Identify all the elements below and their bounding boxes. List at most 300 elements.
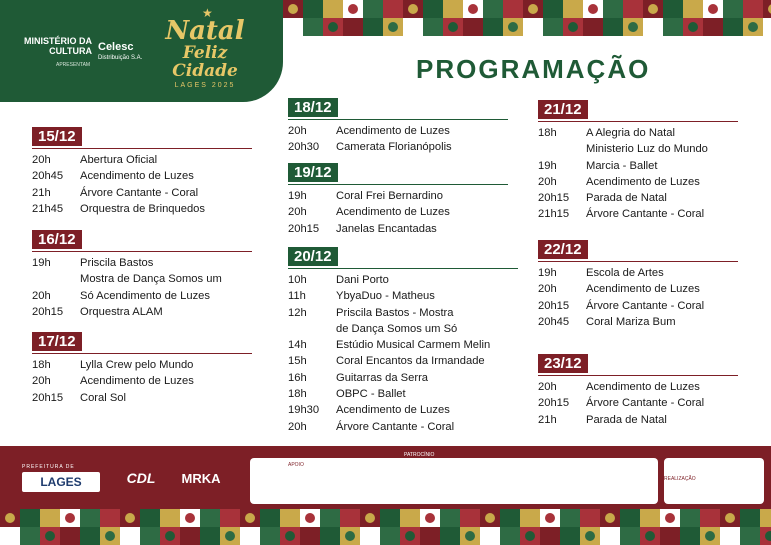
event-name: Acendimento de Luzes: [336, 206, 450, 219]
event-name: Abertura Oficial: [80, 154, 158, 166]
pattern-tile: [460, 509, 480, 527]
pattern-tile: [0, 527, 20, 545]
day-date-header: 21/12: [538, 100, 588, 119]
pattern-tile: [380, 527, 400, 545]
apoio-label: APOIO: [288, 462, 304, 468]
event-name: Parada de Natal: [586, 413, 667, 426]
pattern-tile: [260, 509, 280, 527]
pattern-tile: [503, 0, 523, 18]
event-time: 11h: [288, 290, 306, 303]
pattern-tile: [603, 18, 623, 36]
pattern-tile: [403, 18, 423, 36]
pattern-tile: [200, 509, 220, 527]
day-divider: [538, 261, 738, 262]
event-row: [538, 265, 738, 281]
pattern-ornament-icon: [365, 513, 375, 523]
pattern-tile: [640, 509, 660, 527]
day-divider: [32, 251, 252, 252]
pattern-tile: [80, 509, 100, 527]
event-row: [288, 188, 508, 204]
pattern-tile: [220, 509, 240, 527]
event-name: Janelas Encantadas: [336, 222, 437, 235]
pattern-tile: [600, 509, 620, 527]
pattern-tile: [663, 18, 683, 36]
pattern-tile: [603, 0, 623, 18]
pattern-tile: [523, 18, 543, 36]
pattern-tile: [220, 527, 240, 545]
event-time: 21h: [538, 413, 557, 426]
pattern-tile: [503, 18, 523, 36]
event-time: 20h30: [288, 141, 320, 154]
patrocinio-label: PATROCÍNIO: [404, 452, 435, 458]
event-name: Lylla Crew pelo Mundo: [80, 359, 194, 371]
pattern-ornament-icon: [125, 513, 135, 523]
prefeitura-lages-logo: LAGES: [22, 472, 100, 492]
event-time: 16h: [288, 371, 307, 384]
day-divider: [538, 121, 738, 122]
pattern-tile: [300, 527, 320, 545]
event-row: [288, 305, 518, 321]
event-row: [32, 357, 252, 373]
event-name: Dani Porto: [336, 274, 389, 286]
event-row: [32, 201, 252, 217]
event-time: 19h: [538, 267, 557, 279]
event-name: Escola de Artes: [586, 267, 664, 279]
event-row: [288, 402, 518, 418]
pattern-tile: [400, 509, 420, 527]
event-name: Acendimento de Luzes: [80, 375, 194, 388]
day-divider: [288, 119, 508, 120]
event-row: [288, 123, 508, 139]
pattern-ornament-icon: [705, 531, 715, 541]
pattern-tile: [180, 527, 200, 545]
pattern-tile: [240, 527, 260, 545]
event-name: Árvore Cantante - Coral: [586, 299, 705, 312]
pattern-ornament-icon: [425, 513, 435, 523]
pattern-ornament-icon: [405, 531, 415, 541]
event-time: 21h: [32, 186, 51, 199]
pattern-tile: [520, 527, 540, 545]
event-row: [288, 370, 518, 386]
pattern-tile: [760, 527, 771, 545]
event-time: 20h15: [538, 299, 570, 312]
pattern-ornament-icon: [665, 513, 675, 523]
event-row: [32, 168, 252, 184]
pattern-tile: [363, 18, 383, 36]
event-time: 20h15: [538, 397, 570, 410]
day-block: [288, 163, 508, 237]
event-time: 15h: [288, 355, 307, 368]
event-time: 12h: [288, 306, 307, 319]
event-time: 19h: [538, 159, 557, 172]
pattern-tile: [440, 527, 460, 545]
day-divider: [32, 353, 252, 354]
event-name: Acendimento de Luzes: [586, 175, 700, 188]
cdl-lages-logo: CDL: [126, 470, 156, 486]
day-date-header: 15/12: [32, 127, 82, 146]
celesc-subtitle: Distribuição S.A.: [98, 55, 143, 61]
day-divider: [288, 268, 518, 269]
event-time: 21h15: [538, 208, 570, 221]
event-row: [538, 125, 738, 141]
pattern-tile: [583, 18, 603, 36]
event-name: Priscila Bastos: [80, 257, 154, 269]
pattern-tile: [763, 18, 771, 36]
pattern-tile: [100, 527, 120, 545]
pattern-tile: [540, 527, 560, 545]
pattern-tile: [443, 0, 463, 18]
pattern-tile: [303, 0, 323, 18]
sponsor-logos-panel: [250, 458, 658, 504]
pattern-tile: [323, 18, 343, 36]
pattern-tile: [760, 509, 771, 527]
pattern-tile: [360, 527, 380, 545]
event-row: [32, 304, 252, 320]
event-name: Ministerio Luz do Mundo: [586, 143, 708, 156]
realizacao-label: REALIZAÇÃO: [664, 476, 696, 482]
pattern-tile: [180, 509, 200, 527]
pattern-tile: [703, 18, 723, 36]
pattern-tile: [720, 527, 740, 545]
event-row: [288, 419, 518, 435]
pattern-ornament-icon: [5, 513, 15, 523]
event-name: Árvore Cantante - Coral: [586, 208, 705, 221]
event-row: [288, 288, 518, 304]
event-row: [32, 288, 252, 304]
pattern-tile: [560, 527, 580, 545]
apresentam-label: APRESENTAM: [56, 62, 91, 68]
event-time: 20h: [32, 154, 51, 166]
pattern-tile: [443, 18, 463, 36]
event-time: [32, 271, 80, 287]
event-row: [538, 379, 738, 395]
day-block: [288, 98, 508, 156]
pattern-tile: [280, 527, 300, 545]
pattern-tile: [740, 527, 760, 545]
day-date-header: 20/12: [288, 247, 338, 266]
day-date-header: 18/12: [288, 98, 338, 117]
event-name: Acendimento de Luzes: [336, 125, 450, 137]
event-name: Acendimento de Luzes: [336, 404, 450, 417]
pattern-tile: [663, 0, 683, 18]
event-name: Acendimento de Luzes: [80, 170, 194, 183]
event-time: 19h: [32, 257, 51, 269]
event-row: [538, 174, 738, 190]
pattern-tile: [540, 509, 560, 527]
pattern-tile: [500, 527, 520, 545]
pattern-ornament-icon: [648, 4, 658, 14]
event-name: Mostra de Dança Somos um: [80, 273, 222, 286]
pattern-ornament-icon: [65, 513, 75, 523]
event-time: 14h: [288, 339, 307, 352]
pattern-tile: [343, 18, 363, 36]
pattern-tile: [483, 0, 503, 18]
pattern-tile: [600, 527, 620, 545]
pattern-tile: [500, 509, 520, 527]
pattern-tile: [323, 0, 343, 18]
event-time: 18h: [32, 359, 51, 371]
event-name: Acendimento de Luzes: [586, 283, 700, 296]
pattern-tile: [120, 509, 140, 527]
pattern-ornament-icon: [528, 4, 538, 14]
event-time: 20h: [538, 175, 557, 188]
pattern-tile: [363, 0, 383, 18]
pattern-tile: [620, 509, 640, 527]
pattern-tile: [643, 18, 663, 36]
pattern-tile: [120, 527, 140, 545]
pattern-ornament-icon: [748, 22, 758, 32]
event-time: 21h45: [32, 202, 64, 215]
pattern-tile: [280, 509, 300, 527]
event-time: 18h: [538, 127, 557, 139]
pattern-tile: [563, 18, 583, 36]
pattern-ornament-icon: [465, 531, 475, 541]
event-name: Orquestra ALAM: [80, 305, 163, 318]
day-date-header: 17/12: [32, 332, 82, 351]
event-name: Estúdio Musical Carmem Melin: [336, 339, 491, 352]
pattern-ornament-icon: [288, 4, 298, 14]
pattern-tile: [283, 18, 303, 36]
event-name: A Alegria do Natal: [586, 127, 675, 139]
pattern-tile: [160, 527, 180, 545]
day-block: [32, 230, 252, 320]
pattern-tile: [580, 527, 600, 545]
pattern-ornament-icon: [605, 513, 615, 523]
pattern-tile: [360, 509, 380, 527]
pattern-tile: [523, 0, 543, 18]
day-block: [288, 247, 518, 435]
pattern-tile: [643, 0, 663, 18]
celesc-name: Celesc: [98, 41, 134, 53]
pattern-ornament-icon: [568, 22, 578, 32]
logo-subtitle: LAGES 2025: [174, 82, 236, 89]
pattern-ornament-icon: [545, 513, 555, 523]
pattern-tile: [723, 18, 743, 36]
event-name: Guitarras da Serra: [336, 371, 429, 384]
pattern-tile: [700, 527, 720, 545]
event-time: 20h15: [538, 192, 570, 205]
celesc-logo: [98, 42, 142, 64]
pattern-tile: [300, 509, 320, 527]
pattern-tile: [543, 18, 563, 36]
pattern-ornament-icon: [408, 4, 418, 14]
pattern-tile: [660, 527, 680, 545]
pattern-tile: [383, 18, 403, 36]
event-time: 20h45: [32, 170, 64, 183]
pattern-tile: [720, 509, 740, 527]
logo-natal-word: Natal: [165, 16, 245, 46]
pattern-ornament-icon: [708, 4, 718, 14]
event-name: Coral Encantos da Irmandade: [336, 355, 485, 368]
event-row: [538, 141, 738, 157]
prefeitura-label: PREFEITURA DE: [22, 464, 75, 470]
event-time: [538, 141, 586, 157]
pattern-ornament-icon: [348, 4, 358, 14]
pattern-tile: [303, 18, 323, 36]
pattern-ornament-icon: [105, 531, 115, 541]
pattern-tile: [340, 509, 360, 527]
event-time: 20h: [32, 289, 51, 302]
pattern-tile: [420, 509, 440, 527]
pattern-tile: [480, 527, 500, 545]
event-name: Árvore Cantante - Coral: [80, 186, 199, 199]
page-title: PROGRAMAÇÃO: [416, 54, 651, 84]
pattern-tile: [80, 527, 100, 545]
pattern-tile: [683, 0, 703, 18]
event-row: [288, 139, 508, 155]
pattern-ornament-icon: [468, 4, 478, 14]
event-name: Só Acendimento de Luzes: [80, 289, 210, 302]
pattern-tile: [520, 509, 540, 527]
event-name: Camerata Florianópolis: [336, 141, 452, 154]
pattern-tile: [40, 527, 60, 545]
pattern-tile: [260, 527, 280, 545]
pattern-tile: [683, 18, 703, 36]
event-row: [32, 152, 252, 168]
pattern-tile: [680, 509, 700, 527]
day-block: [538, 100, 738, 223]
event-name: Árvore Cantante - Coral: [586, 397, 705, 410]
pattern-tile: [423, 0, 443, 18]
pattern-tile: [343, 0, 363, 18]
pattern-tile: [383, 0, 403, 18]
pattern-tile: [563, 0, 583, 18]
pattern-tile: [60, 509, 80, 527]
event-name: de Dança Somos um Só: [336, 322, 458, 335]
event-name: Priscila Bastos - Mostra: [336, 306, 454, 319]
pattern-tile: [660, 509, 680, 527]
event-row: [538, 412, 738, 428]
pattern-ornament-icon: [328, 22, 338, 32]
event-time: 20h: [288, 420, 307, 433]
event-name: Parada de Natal: [586, 192, 667, 205]
event-row: [32, 373, 252, 389]
event-row: [32, 390, 252, 406]
natal-feliz-cidade-logo: [150, 18, 260, 89]
day-date-header: 16/12: [32, 230, 82, 249]
pattern-tile: [743, 18, 763, 36]
mrka-logo: MRKA: [181, 470, 221, 486]
pattern-ornament-icon: [645, 531, 655, 541]
pattern-tile: [400, 527, 420, 545]
event-row: [288, 321, 518, 337]
pattern-tile: [543, 0, 563, 18]
event-name: Árvore Cantante - Coral: [336, 420, 455, 433]
day-block: [32, 332, 252, 406]
day-date-header: 23/12: [538, 354, 588, 373]
event-name: Orquestra de Brinquedos: [80, 202, 206, 215]
event-row: [288, 221, 508, 237]
pattern-tile: [320, 527, 340, 545]
event-time: 20h: [538, 381, 557, 393]
pattern-tile: [483, 18, 503, 36]
logo-feliz-cidade-word: Feliz Cidade: [172, 43, 238, 81]
pattern-tile: [440, 509, 460, 527]
pattern-tile: [740, 509, 760, 527]
pattern-tile: [700, 509, 720, 527]
day-date-header: 22/12: [538, 240, 588, 259]
event-row: [538, 206, 738, 222]
pattern-tile: [340, 527, 360, 545]
pattern-tile: [480, 509, 500, 527]
event-time: [288, 321, 336, 337]
event-time: 18h: [288, 388, 307, 401]
pattern-tile: [623, 18, 643, 36]
pattern-tile: [380, 509, 400, 527]
pattern-tile: [140, 509, 160, 527]
pattern-tile: [703, 0, 723, 18]
pattern-ornament-icon: [305, 513, 315, 523]
event-name: YbyaDuo - Matheus: [336, 290, 435, 303]
pattern-tile: [640, 527, 660, 545]
event-row: [538, 281, 738, 297]
pattern-tile: [463, 0, 483, 18]
pattern-ornament-icon: [688, 22, 698, 32]
pattern-tile: [560, 509, 580, 527]
pattern-ornament-icon: [585, 531, 595, 541]
event-row: [288, 204, 508, 220]
pattern-ornament-icon: [388, 22, 398, 32]
pattern-tile: [463, 18, 483, 36]
pattern-tile: [240, 509, 260, 527]
day-divider: [538, 375, 738, 376]
pattern-ornament-icon: [725, 513, 735, 523]
event-row: [288, 353, 518, 369]
pattern-tile: [583, 0, 603, 18]
pattern-ornament-icon: [628, 22, 638, 32]
pattern-tile: [20, 527, 40, 545]
event-time: 20h: [288, 125, 307, 137]
day-block: [538, 240, 738, 330]
day-block: [538, 354, 738, 428]
event-time: 10h: [288, 274, 307, 286]
event-name: Marcia - Ballet: [586, 159, 658, 172]
pattern-tile: [160, 509, 180, 527]
ministerio-cultura-logo: MINISTÉRIO DA CULTURA: [23, 36, 92, 56]
pattern-ornament-icon: [485, 513, 495, 523]
pattern-tile: [40, 509, 60, 527]
event-row: [288, 386, 518, 402]
christmas-pattern-bottom: [0, 509, 771, 545]
pattern-tile: [723, 0, 743, 18]
event-row: [32, 255, 252, 271]
pattern-tile: [20, 509, 40, 527]
day-divider: [288, 184, 508, 185]
event-time: 20h45: [538, 315, 570, 328]
event-time: 20h: [538, 283, 557, 296]
event-row: [538, 298, 738, 314]
event-time: 19h30: [288, 404, 320, 417]
pattern-tile: [743, 0, 763, 18]
star-icon: ★: [202, 6, 213, 20]
pattern-ornament-icon: [225, 531, 235, 541]
event-name: Coral Sol: [80, 391, 127, 404]
event-name: Acendimento de Luzes: [586, 381, 700, 393]
pattern-tile: [423, 18, 443, 36]
event-name: Coral Frei Bernardino: [336, 190, 443, 202]
pattern-ornament-icon: [345, 531, 355, 541]
event-row: [538, 395, 738, 411]
pattern-ornament-icon: [508, 22, 518, 32]
pattern-ornament-icon: [285, 531, 295, 541]
pattern-ornament-icon: [165, 531, 175, 541]
pattern-ornament-icon: [588, 4, 598, 14]
pattern-tile: [0, 509, 20, 527]
pattern-ornament-icon: [245, 513, 255, 523]
event-time: 20h15: [32, 305, 64, 318]
pattern-tile: [620, 527, 640, 545]
pattern-tile: [680, 527, 700, 545]
